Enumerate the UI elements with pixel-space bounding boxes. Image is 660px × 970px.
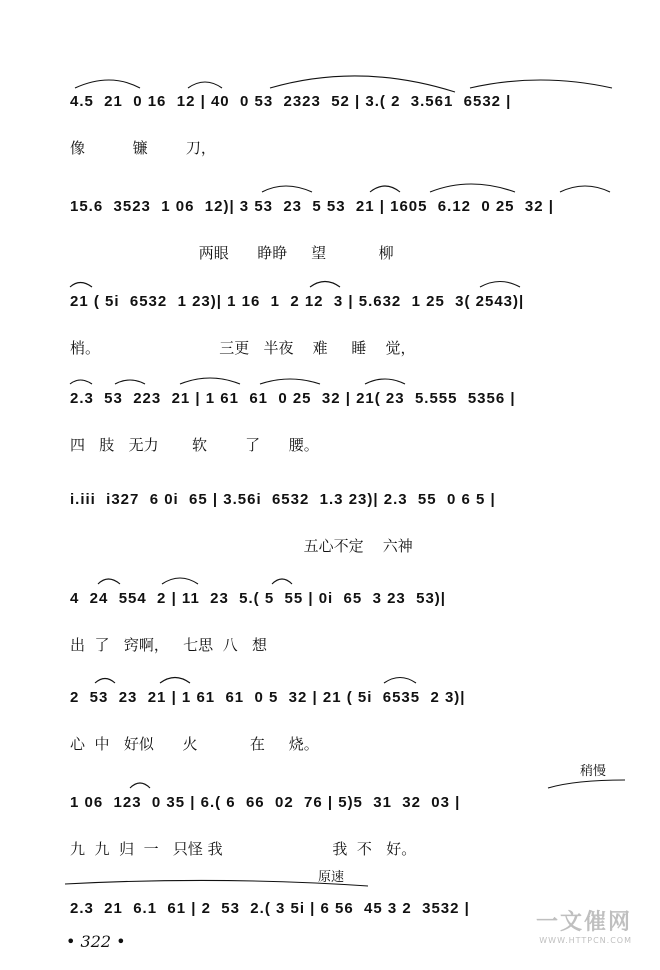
notation-line: 2.3 53 223 21 | 1 61 61 0 25 32 | 21( 23 5.555 5356 | bbox=[70, 390, 516, 407]
lyrics-line: 两眼 睁睁 望 柳 bbox=[70, 244, 394, 262]
notation-line: 4 24 554 2 | 11 23 5.( 5 55 | 0i 65 3 23 53)| bbox=[70, 590, 446, 607]
page-number: • 322 • bbox=[66, 932, 126, 951]
notation-line: 4.5 21 0 16 12 | 40 0 53 2323 52 | 3.( 2 3.561 6532 | bbox=[70, 93, 512, 110]
slur-mark bbox=[188, 82, 222, 88]
slur-mark bbox=[470, 80, 612, 88]
slur-mark bbox=[160, 678, 190, 684]
slur-mark bbox=[262, 186, 312, 192]
lyrics-line: 梢。 三更 半夜 难 睡 觉， bbox=[70, 339, 416, 357]
notation-line: 2.3 21 6.1 61 | 2 53 2.( 3 5i | 6 56 45 3 2 3532 | bbox=[70, 900, 470, 917]
slur-mark bbox=[162, 578, 198, 584]
lyrics-line: 心 中 好似 火 在 烧。 bbox=[70, 735, 319, 753]
notation-line: 15.6 3523 1 06 12)| 3 53 23 5 53 21 | 1605 6.12 0 25 32 | bbox=[70, 198, 554, 215]
slur-mark bbox=[70, 380, 92, 384]
slur-mark bbox=[65, 880, 368, 886]
slur-mark bbox=[70, 283, 92, 288]
slur-mark bbox=[98, 579, 120, 584]
watermark-url: WWW.HTTPCN.COM bbox=[539, 936, 632, 945]
slur-mark bbox=[310, 282, 340, 288]
notation-line: 2 53 23 21 | 1 61 61 0 5 32 | 21 ( 5i 6535 2 3)| bbox=[70, 689, 466, 706]
slur-mark bbox=[370, 186, 400, 192]
slur-mark bbox=[430, 184, 515, 192]
slur-mark bbox=[130, 783, 150, 788]
slur-mark bbox=[270, 76, 455, 92]
slur-mark bbox=[384, 678, 416, 684]
notation-line: 21 ( 5i 6532 1 23)| 1 16 1 2 12 3 | 5.632 1 25 3( 2543)| bbox=[70, 293, 525, 310]
slur-mark bbox=[548, 780, 625, 788]
notation-line: 1 06 123 0 35 | 6.( 6 66 02 76 | 5)5 31 32 03 | bbox=[70, 794, 461, 811]
lyrics-line: 五心不定 六神 bbox=[70, 537, 413, 555]
tempo-mark-slow: 稍慢 bbox=[580, 764, 607, 779]
tempo-mark-original: 原速 bbox=[318, 870, 345, 885]
slur-mark bbox=[365, 379, 405, 384]
slur-mark bbox=[95, 679, 115, 684]
lyrics-line: 出 了 窍啊， 七思 八 想 bbox=[70, 636, 267, 654]
lyrics-line: 九 九 归 一 只怪 我 我 不 好。 bbox=[70, 840, 417, 858]
watermark-logo: 一文催网 bbox=[535, 910, 632, 935]
lyrics-line: 像 镰 刀， bbox=[70, 139, 216, 157]
slur-mark bbox=[560, 186, 610, 192]
notation-line: i.iii i327 6 0i 65 | 3.56i 6532 1.3 23)| 2.3 55 0 6 5 | bbox=[70, 491, 496, 508]
slur-mark bbox=[260, 379, 320, 384]
slur-mark bbox=[75, 80, 140, 88]
slur-mark bbox=[180, 378, 240, 384]
slur-mark bbox=[115, 380, 145, 384]
slur-mark bbox=[480, 282, 520, 288]
lyrics-line: 四 肢 无力 软 了 腰。 bbox=[70, 436, 319, 454]
slur-mark bbox=[272, 579, 292, 584]
